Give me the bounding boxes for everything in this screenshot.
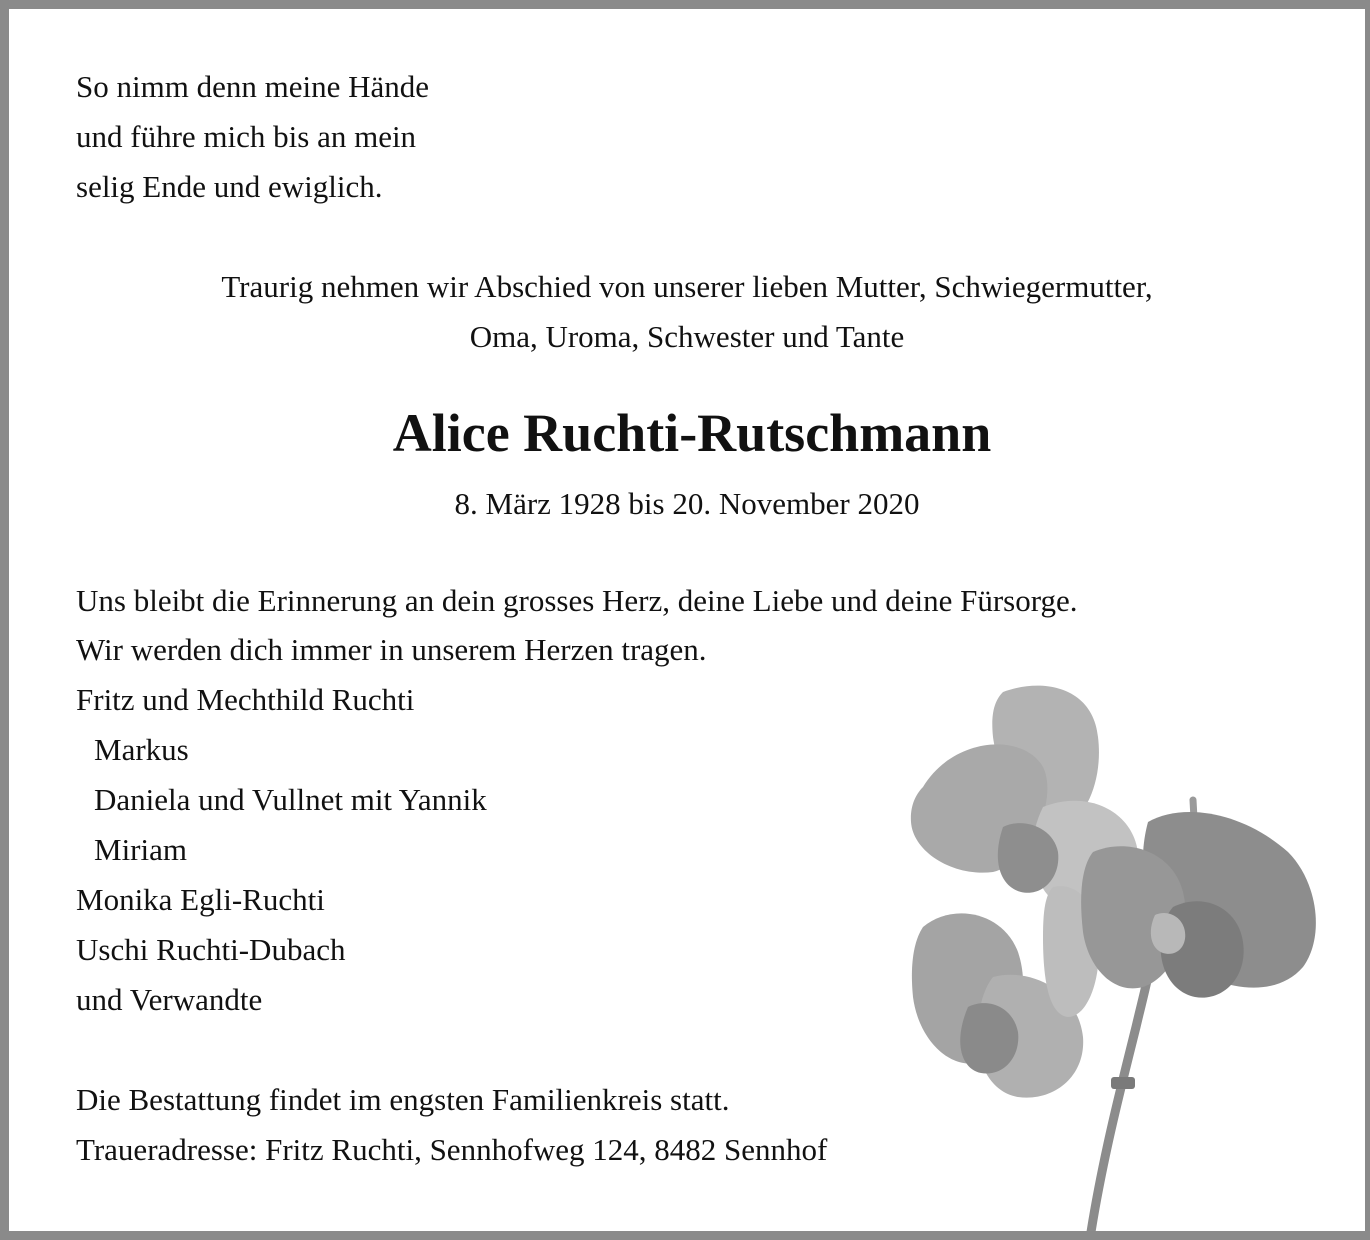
deceased-name: Alice Ruchti-Rutschmann: [392, 403, 992, 463]
intro-line-2: Oma, Uroma, Schwester und Tante: [469, 319, 905, 354]
message-line-1: Uns bleibt die Erinnerung an dein grosses Herz, deine Liebe und deine Fürsorge.: [76, 583, 1078, 618]
mourner-3: Daniela und Vullnet mit Yannik: [94, 782, 487, 817]
message-line-2: Wir werden dich immer in unserem Herzen tragen.: [76, 632, 707, 667]
orchid-flower-left: [912, 886, 1099, 1098]
mourner-4: Miriam: [94, 832, 187, 867]
verse-line-2: und führe mich bis an mein: [76, 119, 417, 154]
verse-line-1: So nimm denn meine Hände: [76, 69, 429, 104]
verse-line-3: selig Ende und ewiglich.: [76, 169, 383, 204]
funeral-line-1: Die Bestattung findet im engsten Familienkreis statt.: [76, 1082, 730, 1117]
mourner-7: und Verwandte: [76, 982, 263, 1017]
funeral-address: Traueradresse: Fritz Ruchti, Sennhofweg 124, 8482 Sennhof: [76, 1132, 828, 1167]
mourner-2: Markus: [94, 732, 189, 767]
mourner-6: Uschi Ruchti-Dubach: [76, 932, 346, 967]
intro-line-1: Traurig nehmen wir Abschied von unserer lieben Mutter, Schwiegermutter,: [221, 269, 1153, 304]
life-dates: 8. März 1928 bis 20. November 2020: [454, 486, 920, 521]
orchid-image: [893, 677, 1329, 1240]
mourner-5: Monika Egli-Ruchti: [76, 882, 325, 917]
mourner-1: Fritz und Mechthild Ruchti: [76, 682, 415, 717]
